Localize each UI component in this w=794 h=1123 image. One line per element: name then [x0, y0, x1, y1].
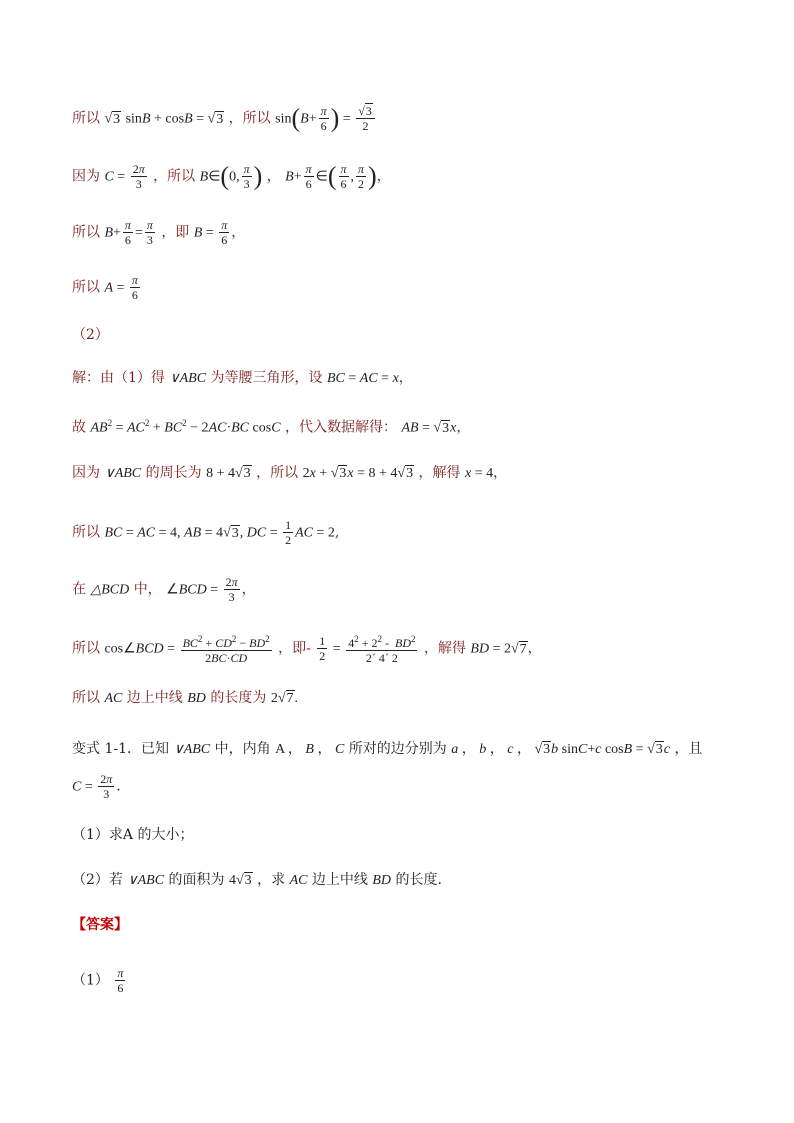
- text: 因为: [72, 168, 100, 185]
- text: ，所以: [256, 465, 299, 481]
- text: 所对的边分别为: [348, 741, 447, 757]
- text: 所以: [72, 524, 100, 541]
- text: 边上中线: [126, 690, 183, 706]
- math: BD: [187, 691, 206, 706]
- text: 所以: [72, 279, 100, 296]
- text: 所以: [72, 690, 100, 706]
- text: 的长度为: [210, 690, 267, 706]
- problem-part-1: [72, 825, 193, 845]
- solution-line-1: 所以 √3 sinB + cosB = √3 ，所以 sin(B+ $\frac{\pi}{6}$ ) = $\frac{√3}{2}$: [72, 104, 377, 133]
- text: ，代入数据解得：: [284, 419, 397, 436]
- solution-line-9: 所以 BC = AC = 4, AB = 4√3, DC = $\frac{1}{2}$ AC = 2,: [72, 518, 340, 547]
- answer-label: [72, 915, 128, 935]
- text: ，: [266, 168, 281, 185]
- text: ，: [398, 370, 413, 386]
- text: ，所以: [153, 168, 196, 185]
- solution-line-7: 故 $AB^2 = AC^2 + BC^2 - 2AC\cdot BC$ cosC ，代入数据解得： AB = √3x，: [72, 418, 471, 436]
- fraction-sqrt3-over-2: $\frac{√3}{2}$: [356, 104, 375, 133]
- text: ，解得: [423, 640, 466, 657]
- text: 因为: [72, 465, 100, 481]
- text: 故: [72, 419, 86, 436]
- solution-line-12: 所以 AC 边上中线 BD 的长度为 2√7.: [72, 690, 299, 706]
- text: ，所以: [228, 110, 271, 127]
- problem-part-2: （2）若 ∨ABC 的面积为 4√3 ，求 AC 边上中线 BD 的长度.: [72, 872, 442, 888]
- text: 所以: [72, 110, 100, 127]
- answer-part-1: （1） $\frac{\pi}{6}$: [72, 966, 124, 995]
- math: BD: [372, 873, 392, 888]
- text: ，: [231, 224, 246, 241]
- math: AC: [104, 691, 123, 706]
- text: ，即-: [278, 640, 311, 657]
- math: AC: [289, 873, 308, 888]
- solution-line-11: 所以 cos∠BCD = $\frac{BC^2 + CD^2 - BD^2}{2BC\cdot CD}$ ，即- $\frac{1}{2}$ = $\frac{4^2 + 2^2 - BD^2}{2´ 4´ 2}$ ，解得 BD = 2√7，: [72, 634, 542, 665]
- solution-line-2: 因为 C = $\frac{2\pi}{3}$ ，所以 B∈(0, $\frac{\pi}{3}$ ) ， B+ $\frac{\pi}{6}$ ∈( $\frac{\pi}{6}$ , $\frac{\pi}{2}$ )，: [72, 161, 391, 191]
- solution-line-4: 所以 A = $\frac{\pi}{6}$: [72, 273, 138, 302]
- text: （2）若: [72, 872, 123, 888]
- text: 中，: [133, 581, 162, 598]
- text: 所以: [72, 224, 100, 241]
- text: 解：由（1）得: [72, 370, 165, 386]
- text: 所以: [72, 640, 100, 657]
- text: ，即: [161, 224, 190, 241]
- part-2-label: [72, 325, 109, 345]
- solution-line-8: 因为 ∨ABC 的周长为 8 + 4√3 ，所以 2x + √3x = 8 + 4√3 ，解得 x = 4，: [72, 465, 508, 481]
- text: 的面积为: [168, 872, 225, 888]
- text: ，: [456, 419, 471, 436]
- text: ，: [241, 581, 256, 598]
- text: ，: [493, 465, 508, 481]
- text: ，且: [674, 741, 703, 757]
- text: ，: [527, 640, 542, 657]
- text: 的长度.: [395, 872, 442, 888]
- text: 为等腰三角形，设: [210, 370, 323, 386]
- solution-line-6: 解：由（1）得 ∨ABC 为等腰三角形，设 BC = AC = x，: [72, 370, 413, 386]
- text: （2）: [72, 327, 109, 343]
- sqrt-3: √3: [104, 111, 121, 127]
- text: 中，内角: [214, 741, 271, 757]
- text: ，求: [257, 872, 286, 888]
- text: ，: [376, 168, 391, 185]
- text: 在: [72, 581, 86, 598]
- text: ，解得: [418, 465, 461, 481]
- text: .: [294, 691, 299, 706]
- problem-line-2: C = $\frac{2\pi}{3}$ .: [72, 772, 121, 801]
- solution-line-10: 在 △BCD 中， ∠BCD = $\frac{2\pi}{3}$ ，: [72, 575, 256, 604]
- text: 边上中线: [311, 872, 368, 888]
- text: 变式 1-1．已知: [72, 741, 169, 757]
- text: 【答案】: [72, 917, 128, 933]
- text: .: [116, 778, 121, 795]
- text: （1）求A 的大小；: [72, 827, 194, 843]
- text: 的周长为: [145, 465, 202, 481]
- solution-line-3: 所以 B+ $\frac{\pi}{6}$ = $\frac{\pi}{3}$ ，即 B = $\frac{\pi}{6}$ ，: [72, 218, 246, 247]
- text: （1）: [72, 972, 109, 989]
- problem-line-1: 变式 1-1．已知 ∨ABC 中，内角 A ， B ， C 所对的边分别为 a ， b ， c ， √3b sinC+c cosB = √3c ，且: [72, 741, 703, 757]
- text: ,: [334, 524, 340, 541]
